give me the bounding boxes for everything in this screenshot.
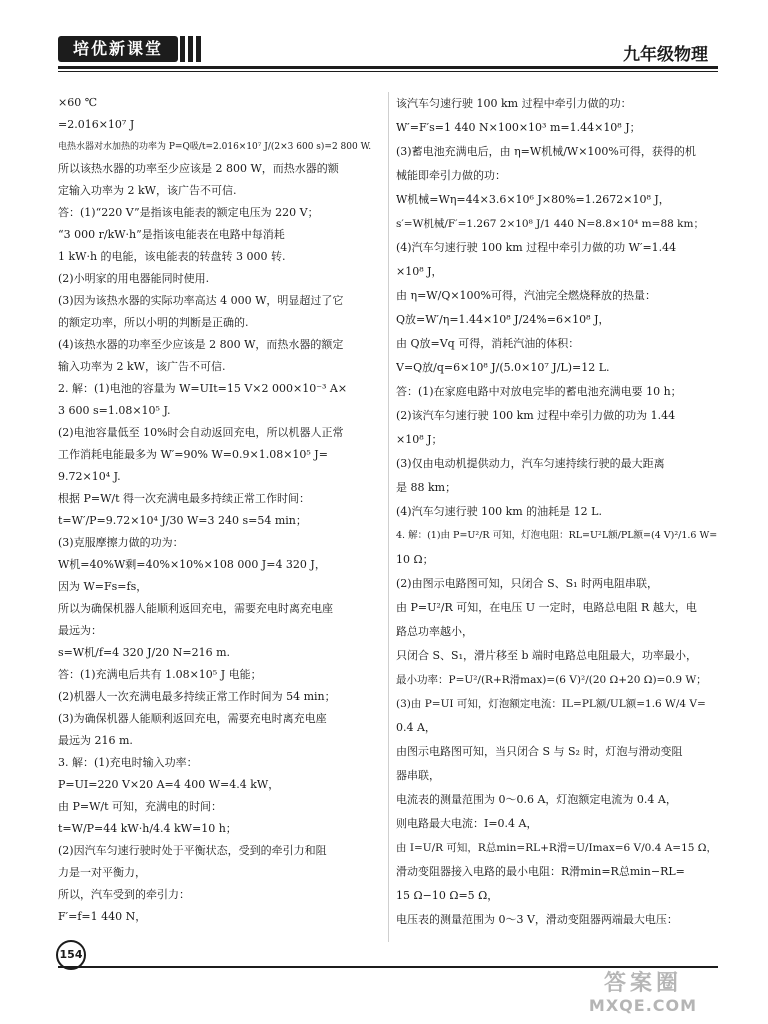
header-rule-thin xyxy=(58,71,718,72)
text-line: =2.016×10⁷ J xyxy=(58,118,135,131)
text-line: W机=40%W剩=40%×10%×108 000 J=4 320 J， xyxy=(58,558,326,571)
text-line: 输入功率为 2 kW，该广告不可信. xyxy=(58,360,226,373)
text-line: (3)克服摩擦力做的功为： xyxy=(58,536,184,549)
text-line: 工作消耗电能最多为 W′=90% W=0.9×1.08×10⁵ J= xyxy=(58,448,328,461)
text-line: s=W机/f=4 320 J/20 N=216 m. xyxy=(58,646,231,659)
text-line: 所以该热水器的功率至少应该是 2 800 W，而热水器的额 xyxy=(58,162,339,175)
text-line: 0.4 A， xyxy=(396,721,436,734)
text-line: 由 I=U/R 可知，R总min=RL+R滑=U/Imax=6 V/0.4 A=15 Ω， xyxy=(396,842,718,854)
text-line: (4)汽车匀速行驶 100 km 的油耗是 12 L. xyxy=(396,505,602,518)
text-line: 1 kW·h 的电能，该电能表的转盘转 3 000 转. xyxy=(58,250,286,263)
text-line: ×10⁸ J； xyxy=(396,433,443,446)
text-line: 是 88 km； xyxy=(396,481,457,494)
text-line: 所以，汽车受到的牵引力： xyxy=(58,888,190,901)
text-line: 由 Q放=Vq 可得，消耗汽油的体积： xyxy=(396,337,580,350)
bar xyxy=(196,36,201,62)
watermark-url: MXQE.COM xyxy=(588,996,698,1015)
text-line: (2)电池容量低至 10%时会自动返回充电，所以机器人正常 xyxy=(58,426,344,439)
text-line: (3)由 P=UI 可知，灯泡额定电流：IL=PL额/UL额=1.6 W/4 V= xyxy=(396,698,706,710)
text-line: 械能即牵引力做的功： xyxy=(396,169,506,182)
text-line: (3)因为该热水器的实际功率高达 4 000 W，明显超过了它 xyxy=(58,294,344,307)
bar xyxy=(188,36,193,62)
page-number: 154 xyxy=(56,940,86,970)
text-line: 最小功率：P=U²/(R+R滑max)=(6 V)²/(20 Ω+20 Ω)=0.9 W； xyxy=(396,674,707,686)
text-line: t=W/P=44 kW·h/4.4 kW=10 h； xyxy=(58,822,237,835)
header-rule xyxy=(58,66,718,69)
text-line: 只闭合 S、S₁，滑片移至 b 端时电路总电阻最大，功率最小， xyxy=(396,649,698,662)
text-line: 15 Ω−10 Ω=5 Ω， xyxy=(396,889,499,902)
right-column xyxy=(396,92,718,932)
text-line: 所以为确保机器人能顺利返回充电，需要充电时离充电座 xyxy=(58,602,333,615)
text-line: 答：(1)在家庭电路中对放电完毕的蓄电池充满电要 10 h； xyxy=(396,385,682,398)
text-line: t=W′/P=9.72×10⁴ J/30 W=3 240 s=54 min； xyxy=(58,514,307,527)
text-line: (3)为确保机器人能顺利返回充电，需要充电时离充电座 xyxy=(58,712,327,725)
text-line: Q放=W′/η=1.44×10⁸ J/24%=6×10⁸ J， xyxy=(396,313,610,326)
text-line: 因为 W=Fs=fs， xyxy=(58,580,148,593)
text-line: 由 P=W/t 可知，充满电的时间： xyxy=(58,800,223,813)
footer-rule xyxy=(58,966,718,968)
text-line: 答：(1)充满电后共有 1.08×10⁵ J 电能； xyxy=(58,668,262,681)
text-line: (2)该汽车匀速行驶 100 km 过程中牵引力做的功为 1.44 xyxy=(396,409,676,422)
text-line: (2)小明家的用电器能同时使用. xyxy=(58,272,210,285)
left-column xyxy=(58,92,380,928)
text-line: 根据 P=W/t 得一次充满电最多持续正常工作时间： xyxy=(58,492,311,505)
text-line: 电流表的测量范围为 0～0.6 A，灯泡额定电流为 0.4 A， xyxy=(396,793,677,806)
text-line: 9.72×10⁴ J. xyxy=(58,470,121,483)
text-line: s′=W机械/F′=1.267 2×10⁸ J/1 440 N=8.8×10⁴ m=88 km； xyxy=(396,218,704,230)
text-line: 的额定功率，所以小明的判断是正确的. xyxy=(58,316,249,329)
text-line: 则电路最大电流：I=0.4 A， xyxy=(396,817,538,830)
text-line: W′=F′s=1 440 N×100×10³ m=1.44×10⁸ J； xyxy=(396,121,641,134)
column-divider xyxy=(388,92,389,942)
text-line: (4)该热水器的功率至少应该是 2 800 W，而热水器的额定 xyxy=(58,338,344,351)
text-line: F′=f=1 440 N， xyxy=(58,910,147,923)
watermark-text: 答案圈 xyxy=(603,971,682,996)
text-line: (3)蓄电池充满电后，由 η=W机械/W×100%可得，获得的机 xyxy=(396,145,696,158)
text-line: 4. 解：(1)由 P=U²/R 可知，灯泡电阻：RL=U²L额/PL额=(4 V)²/1.6 W= xyxy=(396,530,718,541)
book-title-banner: 培优新课堂 xyxy=(58,36,178,62)
text-line: 10 Ω； xyxy=(396,553,434,566)
bar xyxy=(180,36,185,62)
text-line: 电热水器对水加热的功率为 P=Q吸/t=2.016×10⁷ J/(2×3 600 s)=2 800 W. xyxy=(58,142,372,152)
text-line: 由 η=W/Q×100%可得，汽油完全燃烧释放的热量： xyxy=(396,289,656,302)
text-line: 该汽车匀速行驶 100 km 过程中牵引力做的功： xyxy=(396,97,632,110)
text-line: 2. 解：(1)电池的容量为 W=UIt=15 V×2 000×10⁻³ A× xyxy=(58,382,348,395)
text-line: 最远为： xyxy=(58,624,102,637)
text-line: (4)汽车匀速行驶 100 km 过程中牵引力做的功 W′=1.44 xyxy=(396,241,677,254)
text-line: P=UI=220 V×20 A=4 400 W=4.4 kW， xyxy=(58,778,280,791)
text-line: 器串联， xyxy=(396,769,440,782)
watermark-logo xyxy=(578,972,708,1018)
text-line: 由图示电路图可知，当只闭合 S 与 S₂ 时，灯泡与滑动变阻 xyxy=(396,745,683,758)
text-line: ×60 ℃ xyxy=(58,96,98,109)
text-line: 3 600 s=1.08×10⁵ J. xyxy=(58,404,171,417)
text-line: 力是一对平衡力， xyxy=(58,866,146,879)
text-line: W机械=Wη=44×3.6×10⁶ J×80%=1.2672×10⁸ J， xyxy=(396,193,670,206)
subject-title: 九年级物理 xyxy=(623,45,708,65)
page-header xyxy=(0,0,768,70)
text-line: (3)仅由电动机提供动力，汽车匀速持续行驶的最大距离 xyxy=(396,457,665,470)
text-line: 定输入功率为 2 kW，该广告不可信. xyxy=(58,184,237,197)
text-line: 3. 解：(1)充电时输入功率： xyxy=(58,756,198,769)
text-line: 由 P=U²/R 可知，在电压 U 一定时，电路总电阻 R 越大，电 xyxy=(396,601,697,614)
text-line: “3 000 r/kW·h”是指该电能表在电路中每消耗 xyxy=(58,228,285,241)
text-line: (2)因汽车匀速行驶时处于平衡状态，受到的牵引力和阻 xyxy=(58,844,327,857)
banner-decoration-bars xyxy=(180,36,201,62)
text-line: (2)机器人一次充满电最多持续正常工作时间为 54 min； xyxy=(58,690,336,703)
text-line: 路总功率越小， xyxy=(396,625,473,638)
text-line: 电压表的测量范围为 0～3 V，滑动变阻器两端最大电压： xyxy=(396,913,678,926)
text-line: ×10⁸ J， xyxy=(396,265,443,278)
text-line: 滑动变阻器接入电路的最小电阻：R滑min=R总min−RL= xyxy=(396,865,685,878)
text-line: 答：(1)“220 V”是指该电能表的额定电压为 220 V； xyxy=(58,206,319,219)
text-line: 最远为 216 m. xyxy=(58,734,133,747)
text-line: V=Q放/q=6×10⁸ J/(5.0×10⁷ J/L)=12 L. xyxy=(396,361,610,374)
text-line: (2)由图示电路图可知，只闭合 S、S₁ 时两电阻串联， xyxy=(396,577,659,590)
